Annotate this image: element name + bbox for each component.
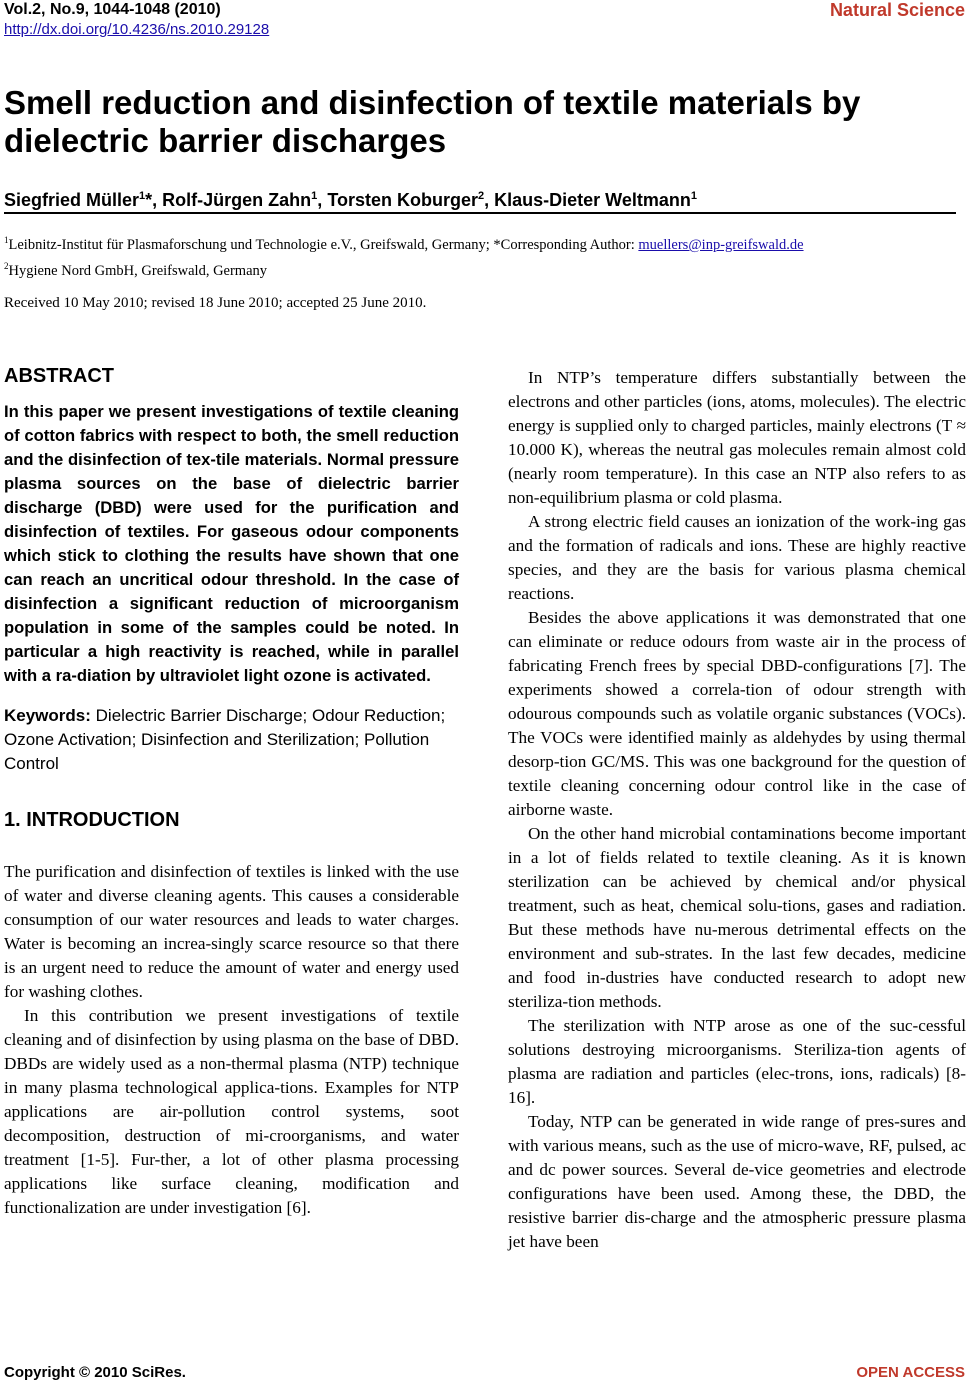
author-affiliation-mark: 1 [690, 190, 697, 202]
affiliation-mark: 1 [4, 235, 9, 245]
copyright-notice: Copyright © 2010 SciRes. [4, 1364, 186, 1381]
affiliation-2 [4, 256, 804, 282]
abstract-heading: ABSTRACT [4, 365, 114, 387]
body-paragraph: On the other hand microbial contaminations become important in a lot of fields related to textile cleaning. As it is known sterilization can be achieved by chemical and/or physical treatment, such as heat, chemical solu-tions, gases and radiation. But these methods have nu-merous detrimental effects on the environment and sub-strates. In the last few decades, medicine and food in-dustries have conducted research to adopt new steriliza-tion methods. [508, 824, 966, 1011]
abstract-text: In this paper we present investigations of textile cleaning of cotton fabrics with respect to both, the smell reduction and the disinfection of tex-tile materials. Normal pressure plasma sources on the base of dielectric barrier discharge (DBD) were used for the purification and disinfection of textiles. For gaseous odour components which stick to clothing the results have shown that one can reach an uncritical odour threshold. In the case of disinfection a significant reduction of microorganism population in some of the samples could be noted. In particular a high reactivity is reached, while in parallel with a ra-diation by ultraviolet light ozone is activated. [4, 402, 459, 685]
paper-title: Smell reduction and disinfection of textile materials by dielectric barrier discharges [4, 84, 861, 159]
affiliation-mark: 2 [4, 260, 9, 271]
keywords [4, 704, 459, 776]
affiliation-1-text: Leibnitz-Institut für Plasmaforschung und Technologie e.V., Greifswald, Germany; *Corresponding Author: [8, 236, 639, 253]
author-affiliation-mark: 1 [311, 190, 318, 202]
journal-name: Natural Science [829, 0, 965, 20]
author-affiliation-mark: 1 [139, 190, 146, 202]
author-separator: , [484, 190, 495, 210]
corresponding-email-link[interactable]: muellers@inp-greifswald.de [638, 236, 804, 253]
body-paragraph: In NTP’s temperature differs substantially between the electrons and other particles (ions, atoms, molecules). The electric energy is supplied only to charged particles, mainly electrons (T ≈ 10.000 K), whereas the neutral gas molecules remain almost cold (nearly room temperature). In this case an NTP also refers to as non-equilibrium plasma or cold plasma. [508, 368, 966, 507]
author-affiliation-mark: 2 [477, 190, 485, 202]
right-column [508, 366, 966, 1254]
body-paragraph: The purification and disinfection of textiles is linked with the use of water and diverse cleaning agents. This causes a considerable consumption of our water resources and leads to water charges. Water is becoming an increa-singly scarce resource so that there is an urgent need to reduce the amount of water and energy used for washing clothes. [4, 862, 459, 1001]
open-access-label: OPEN ACCESS [856, 1364, 965, 1381]
body-paragraph: Today, NTP can be generated in wide range of pres-sures and with various means, such as the use of micro-wave, RF, pulsed, ac and dc power sources. Several de-vice geometries and electrode configurations have been used. Among these, the DBD, the resistive barrier dis-charge and the atmospheric pressure plasma jet have been [508, 1112, 966, 1251]
author-list [4, 184, 697, 212]
affiliations [4, 230, 804, 282]
journal-info: Vol.2, No.9, 1044-1048 (2010) [4, 1, 221, 18]
body-paragraph: A strong electric field causes an ionization of the work-ing gas and the formation of radicals and ions. These are highly reactive species, and they are the basis for various plasma chemical reactions. [508, 512, 966, 603]
introduction-heading: 1. INTRODUCTION [4, 809, 180, 831]
author-name: Siegfried Müller [4, 190, 140, 210]
author-separator: , [317, 190, 328, 210]
affiliation-1 [4, 230, 804, 256]
doi-link[interactable]: http://dx.doi.org/10.4236/ns.2010.29128 [4, 21, 270, 38]
header-left [4, 0, 269, 40]
left-column [4, 364, 459, 1220]
author-name: Torsten Koburger [327, 190, 478, 210]
received-dates: Received 10 May 2010; revised 18 June 2010; accepted 25 June 2010. [4, 295, 427, 311]
body-paragraph: In this contribution we present investigations of textile cleaning and of disinfection by using plasma on the base of DBD. DBDs are widely used as a non-thermal plasma (NTP) technique in many plasma technological applica-tions. Examples for NTP applications are air-pollution control systems, soot decomposition, destruction of mi-croorganisms, and water treatment [1-5]. Fur-ther, a lot of other plasma processing applications like surface cleaning, modification and functionalization are under investigation [6]. [4, 1006, 459, 1217]
body-paragraph: The sterilization with NTP arose as one of the suc-cessful solutions destroying microorganisms. Steriliza-tion agents of plasma are radiation and particles (elec-trons, ions, radicals) [8-16]. [508, 1016, 966, 1107]
body-paragraph: Besides the above applications it was demonstrated that one can eliminate or reduce odours from waste air in the process of fabricating French frees by special DBD-configurations [7]. The experiments showed a correla-tion of odour strength with odourous compounds such as volatile organic substances (VOCs). The VOCs were identified mainly as aldehydes by using thermal desorp-tion GC/MS. This was one background for the question of textile cleaning concerning odour control like in the case of airborne waste. [508, 608, 966, 819]
author-name: Klaus-Dieter Weltmann [494, 190, 691, 210]
author-name: Rolf-Jürgen Zahn [162, 190, 312, 210]
keywords-text: Dielectric Barrier Discharge; Odour Reduction; Ozone Activation; Disinfection and Sterilization; Pollution Control [4, 706, 446, 773]
keywords-label: Keywords: [4, 706, 91, 725]
affiliation-2-text: Hygiene Nord GmbH, Greifswald, Germany [8, 262, 268, 279]
author-divider [4, 212, 956, 214]
author-separator: *, [145, 190, 163, 210]
